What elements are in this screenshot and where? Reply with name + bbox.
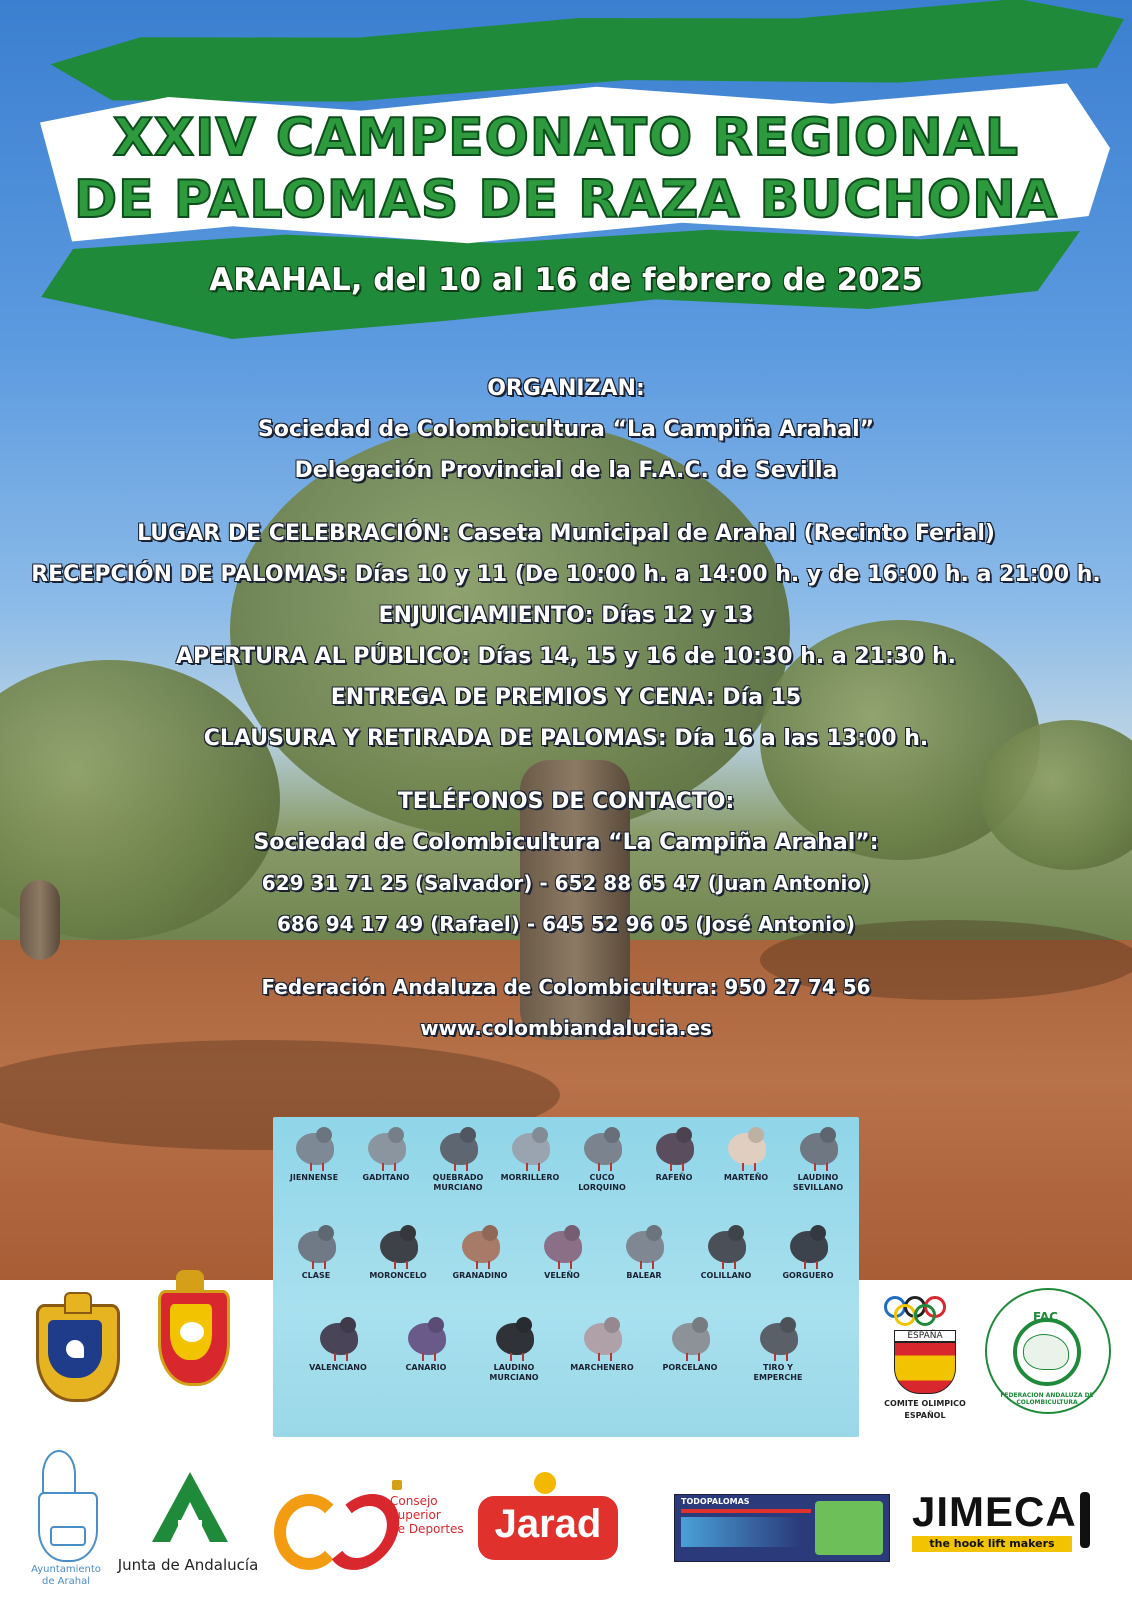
breed-label: MORONCELO [369,1271,427,1280]
pigeon-icon [362,1125,410,1171]
ayuntamiento-caption: Ayuntamiento de Arahal [31,1564,101,1587]
breed-card [567,1125,637,1193]
breed-label: MARCHENERO [570,1363,634,1372]
fac-logo [985,1288,1115,1418]
federation-phone: Federación Andaluza de Colombicultura: 950 27 74 56 [261,975,871,999]
pigeon-icon [290,1125,338,1171]
jarad-logo [478,1472,618,1568]
coe-logo [880,1296,970,1426]
breed-label: RAFEÑO [655,1173,693,1182]
pigeon-icon [666,1315,714,1361]
pigeon-icon [754,1315,802,1361]
todopalomas-logo [674,1494,890,1562]
jarad-wordmark: Jarad [494,1502,602,1546]
breed-card [609,1223,679,1281]
breed-card [527,1223,597,1281]
pigeon-icon [538,1223,586,1269]
arahal-club-logo [36,1290,116,1400]
breed-label: VALENCIANO [309,1363,367,1372]
breed-label: TIRO Y EMPERCHE [753,1363,803,1382]
contact-phones-2: 686 94 17 49 (Rafael) - 645 52 96 05 (José Antonio) [277,912,855,936]
breed-label: BALEAR [626,1271,662,1280]
breed-label: COLILLANO [700,1271,752,1280]
breed-card [691,1223,761,1281]
organizer-2: Delegación Provincial de la F.A.C. de Sevilla [294,458,838,483]
breed-label: VELEÑO [544,1271,580,1280]
breed-card [423,1125,493,1193]
breed-label: GADITANO [362,1173,410,1182]
jimeca-wordmark: JIMECA [912,1488,1077,1535]
pigeon-icon [578,1125,626,1171]
breed-card [391,1315,461,1373]
pigeon-icon [702,1223,750,1269]
organizer-1: Sociedad de Colombicultura “La Campiña Arahal” [257,417,875,442]
breed-card [445,1223,515,1281]
pigeon-icon [456,1223,504,1269]
breed-card [351,1125,421,1183]
breed-card [773,1223,843,1281]
breed-label: CUCO LORQUINO [578,1173,626,1192]
breed-label: CLASE [301,1271,331,1280]
jimeca-tagline: the hook lift makers [912,1536,1072,1552]
csd-logo [268,1476,468,1566]
breed-card [279,1125,349,1183]
breed-label: CANARIO [405,1363,447,1372]
csd-caption: Consejo Superior de Deportes [390,1494,464,1536]
breed-label: PORCELANO [662,1363,718,1372]
pigeon-icon [374,1223,422,1269]
coe-flag-label: ESPAÑA [894,1330,956,1342]
breed-card [281,1223,351,1281]
judging: ENJUICIAMIENTO: Días 12 y 13 [378,603,754,628]
venue: LUGAR DE CELEBRACIÓN: Caseta Municipal de Arahal (Recinto Ferial) [137,521,995,546]
info-block [0,368,1132,1049]
pigeon-icon [402,1315,450,1361]
breed-card [743,1315,813,1383]
breed-card [783,1125,853,1193]
closing: CLAUSURA Y RETIRADA DE PALOMAS: Día 16 a las 13:00 h. [203,726,929,751]
jimeca-logo [908,1488,1108,1568]
breeds-panel [273,1117,859,1437]
website-link[interactable]: www.colombiandalucia.es [420,1016,712,1040]
breed-label: LAUDINO MURCIANO [489,1363,539,1382]
pigeon-icon [620,1223,668,1269]
breed-card [655,1315,725,1373]
pigeon-icon [784,1223,832,1269]
junta-caption: Junta de Andalucía [117,1556,259,1574]
breed-label: MARTEÑO [723,1173,769,1182]
pigeon-icon [578,1315,626,1361]
breed-label: MORRILLERO [500,1173,560,1182]
breed-card [567,1315,637,1373]
breed-card [495,1125,565,1183]
pigeon-icon [490,1315,538,1361]
contact-heading: TELÉFONOS DE CONTACTO: [397,789,735,814]
pigeon-icon [314,1315,362,1361]
title-line-1: XXIV CAMPEONATO REGIONAL [112,108,1020,168]
coe-caption: COMITE OLIMPICO ESPAÑOL [884,1399,966,1420]
breed-card [303,1315,373,1373]
breed-card [639,1125,709,1183]
contact-phones-1: 629 31 71 25 (Salvador) - 652 88 65 47 (Juan Antonio) [261,871,871,895]
todopalomas-title: TODOPALOMAS [681,1497,750,1506]
breed-card [363,1223,433,1281]
opening: APERTURA AL PÚBLICO: Días 14, 15 y 16 de 10:30 h. a 21:30 h. [175,644,957,669]
breed-label: QUEBRADO MURCIANO [432,1173,484,1192]
junta-andalucia-logo [108,1468,268,1588]
breed-label: GORGUERO [782,1271,834,1280]
breed-card [479,1315,549,1383]
contact-society: Sociedad de Colombicultura “La Campiña Arahal”: [253,830,879,855]
awards: ENTREGA DE PREMIOS Y CENA: Día 15 [330,685,802,710]
pigeon-icon [650,1125,698,1171]
breed-card [711,1125,781,1183]
organizan-heading: ORGANIZAN: [487,376,645,401]
breeds-grid [273,1117,859,1437]
ayuntamiento-logo [32,1450,112,1595]
pigeon-icon [794,1125,842,1171]
breed-label: LAUDINO SEVILLANO [792,1173,844,1192]
fac-center: FAC [1033,1310,1058,1324]
reception: RECEPCIÓN DE PALOMAS: Días 10 y 11 (De 10:00 h. a 14:00 h. y de 16:00 h. a 21:00 h. [31,562,1101,587]
pigeon-icon [434,1125,482,1171]
breed-label: JIENNENSE [289,1173,339,1182]
title-line-2: DE PALOMAS DE RAZA BUCHONA [73,170,1059,230]
pigeon-icon [506,1125,554,1171]
event-dates: ARAHAL, del 10 al 16 de febrero de 2025 [209,262,923,298]
pigeon-icon [292,1223,340,1269]
pigeon-icon [722,1125,770,1171]
breed-label: GRANADINO [452,1271,508,1280]
fcc-rfec-logo [150,1270,230,1400]
fac-ring-text: FEDERACION ANDALUZA DE COLOMBICULTURA [1000,1392,1094,1406]
